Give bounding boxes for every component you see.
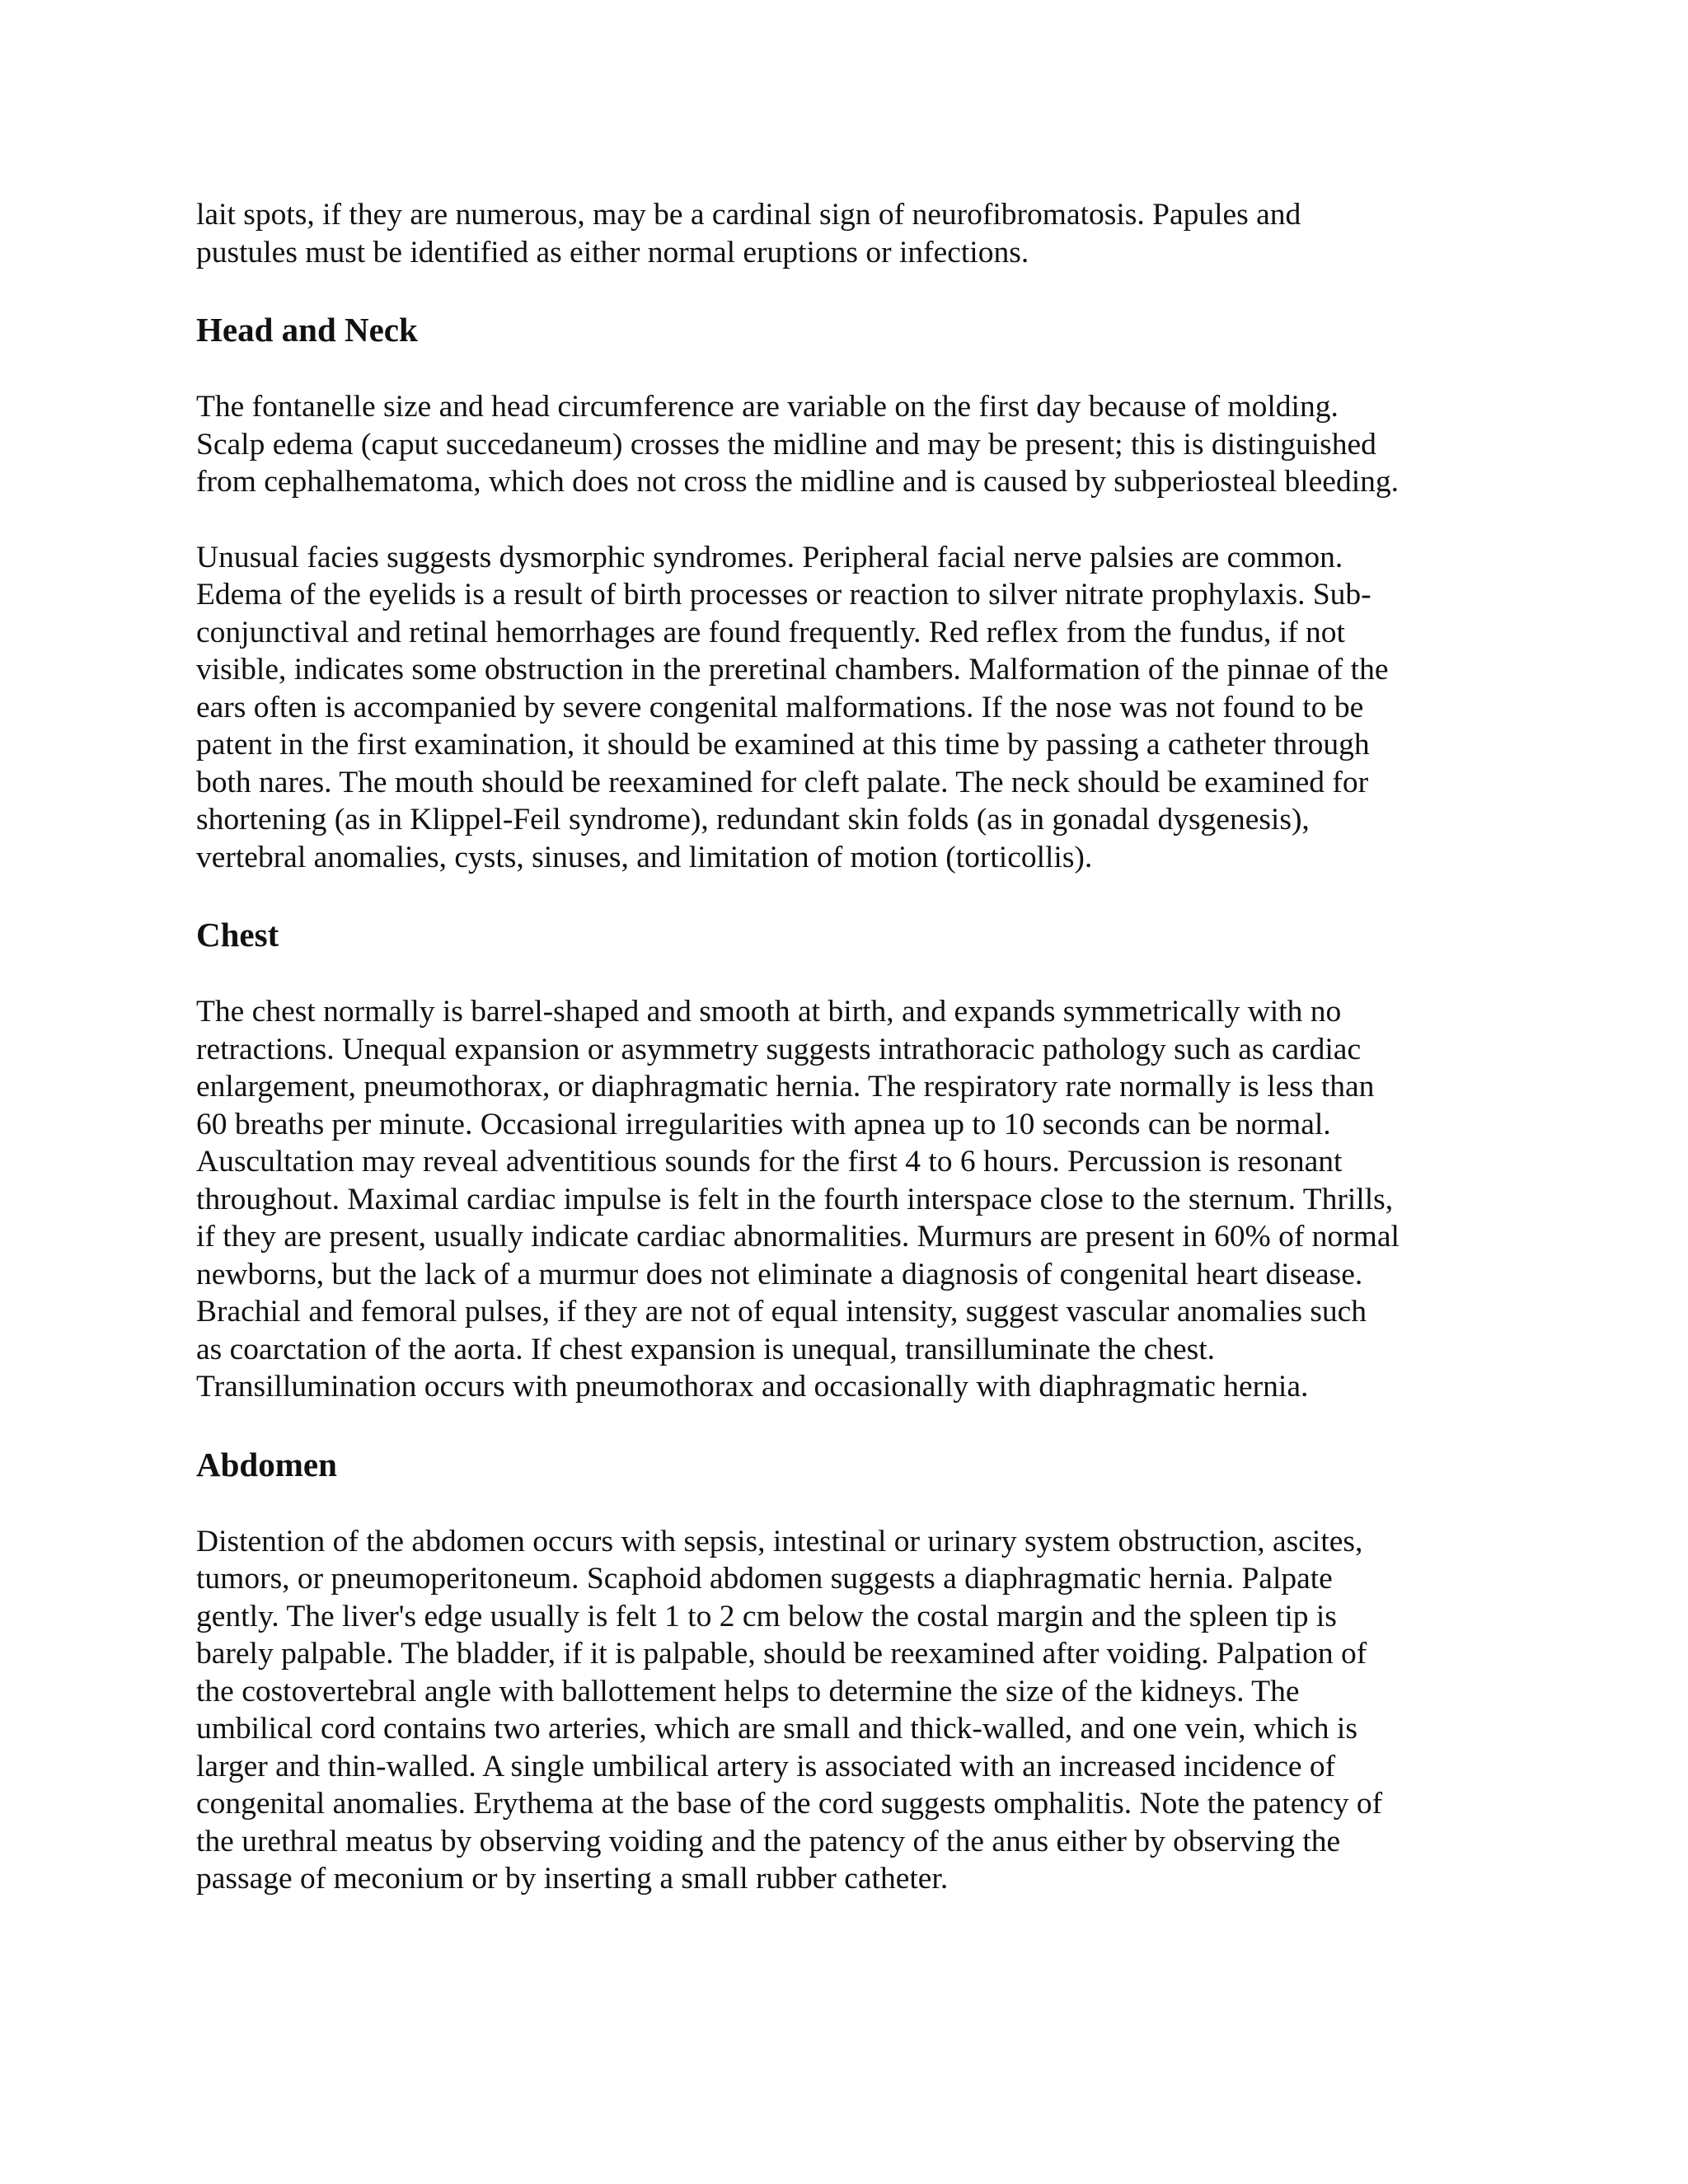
text-line: shortening (as in Klippel-Feil syndrome), redundant skin folds (as in gonadal dysgenesis),	[196, 803, 1310, 837]
spacer	[196, 501, 1492, 539]
spacer	[196, 271, 1492, 309]
text-line: patent in the first examination, it should be examined at this time by passing a catheter through	[196, 728, 1370, 762]
text-line: the costovertebral angle with ballottement helps to determine the size of the kidneys. The	[196, 1674, 1300, 1708]
document-page	[196, 196, 1492, 1898]
text-line: congenital anomalies. Erythema at the base of the cord suggests omphalitis. Note the patency of	[196, 1787, 1383, 1821]
text-line: lait spots, if they are numerous, may be a cardinal sign of neurofibromatosis. Papules and	[196, 198, 1301, 232]
text-line: Brachial and femoral pulses, if they are not of equal intensity, suggest vascular anomalies such	[196, 1295, 1367, 1329]
text-line: retractions. Unequal expansion or asymmetry suggests intrathoracic pathology such as cardiac	[196, 1032, 1362, 1066]
text-line: gently. The liver's edge usually is felt 1 to 2 cm below the costal margin and the spleen tip is	[196, 1599, 1337, 1633]
abdomen-paragraph	[196, 1523, 1492, 1898]
spacer	[196, 876, 1492, 914]
text-line: Edema of the eyelids is a result of birth processes or reaction to silver nitrate prophylaxis. Sub-	[196, 578, 1372, 612]
text-line: as coarctation of the aorta. If chest expansion is unequal, transilluminate the chest.	[196, 1332, 1216, 1366]
text-line: if they are present, usually indicate cardiac abnormalities. Murmurs are present in 60% of normal	[196, 1220, 1400, 1254]
text-line: visible, indicates some obstruction in the preretinal chambers. Malformation of the pinnae of the	[196, 653, 1389, 687]
section-heading-chest: Chest	[196, 916, 279, 954]
text-line: Scalp edema (caput succedaneum) crosses the midline and may be present; this is distinguished	[196, 427, 1376, 462]
intro-paragraph	[196, 196, 1492, 271]
text-line: newborns, but the lack of a murmur does not eliminate a diagnosis of congenital heart disease.	[196, 1257, 1363, 1291]
text-line: passage of meconium or by inserting a small rubber catheter.	[196, 1862, 949, 1896]
text-line: The fontanelle size and head circumference are variable on the first day because of molding.	[196, 390, 1339, 424]
text-line: enlargement, pneumothorax, or diaphragmatic hernia. The respiratory rate normally is less than	[196, 1070, 1375, 1104]
text-line: larger and thin-walled. A single umbilical artery is associated with an increased incidence of	[196, 1749, 1336, 1783]
spacer	[196, 350, 1492, 388]
text-line: vertebral anomalies, cysts, sinuses, and limitation of motion (torticollis).	[196, 840, 1093, 874]
text-line: barely palpable. The bladder, if it is palpable, should be reexamined after voiding. Palpation of	[196, 1637, 1367, 1671]
chest-paragraph	[196, 993, 1492, 1406]
head-neck-paragraph-2	[196, 539, 1492, 877]
text-line: 60 breaths per minute. Occasional irregularities with apnea up to 10 seconds can be normal.	[196, 1107, 1331, 1141]
text-line: Auscultation may reveal adventitious sounds for the first 4 to 6 hours. Percussion is resonant	[196, 1145, 1343, 1179]
text-line: tumors, or pneumoperitoneum. Scaphoid abdomen suggests a diaphragmatic hernia. Palpate	[196, 1562, 1333, 1596]
text-line: Transillumination occurs with pneumothorax and occasionally with diaphragmatic hernia.	[196, 1370, 1309, 1404]
text-line: umbilical cord contains two arteries, which are small and thick-walled, and one vein, which is	[196, 1712, 1357, 1746]
section-heading-abdomen: Abdomen	[196, 1445, 337, 1483]
spacer	[196, 955, 1492, 993]
text-line: Distention of the abdomen occurs with sepsis, intestinal or urinary system obstruction, ascites,	[196, 1524, 1363, 1558]
text-line: Unusual facies suggests dysmorphic syndromes. Peripheral facial nerve palsies are common.	[196, 540, 1343, 574]
text-line: The chest normally is barrel-shaped and smooth at birth, and expands symmetrically with no	[196, 995, 1342, 1029]
text-line: ears often is accompanied by severe congenital malformations. If the nose was not found to be	[196, 690, 1364, 724]
text-line: the urethral meatus by observing voiding and the patency of the anus either by observing the	[196, 1824, 1341, 1858]
text-line: both nares. The mouth should be reexamined for cleft palate. The neck should be examined for	[196, 765, 1369, 799]
text-line: pustules must be identified as either normal eruptions or infections.	[196, 235, 1029, 269]
text-line: conjunctival and retinal hemorrhages are found frequently. Red reflex from the fundus, if not	[196, 615, 1345, 649]
text-line: throughout. Maximal cardiac impulse is felt in the fourth interspace close to the sternum. Thrills,	[196, 1182, 1394, 1216]
text-line: from cephalhematoma, which does not cross the midline and is caused by subperiosteal bleeding.	[196, 465, 1399, 499]
head-neck-paragraph-1	[196, 388, 1492, 501]
spacer	[196, 1485, 1492, 1523]
section-heading-head-and-neck: Head and Neck	[196, 311, 418, 349]
spacer	[196, 1406, 1492, 1444]
